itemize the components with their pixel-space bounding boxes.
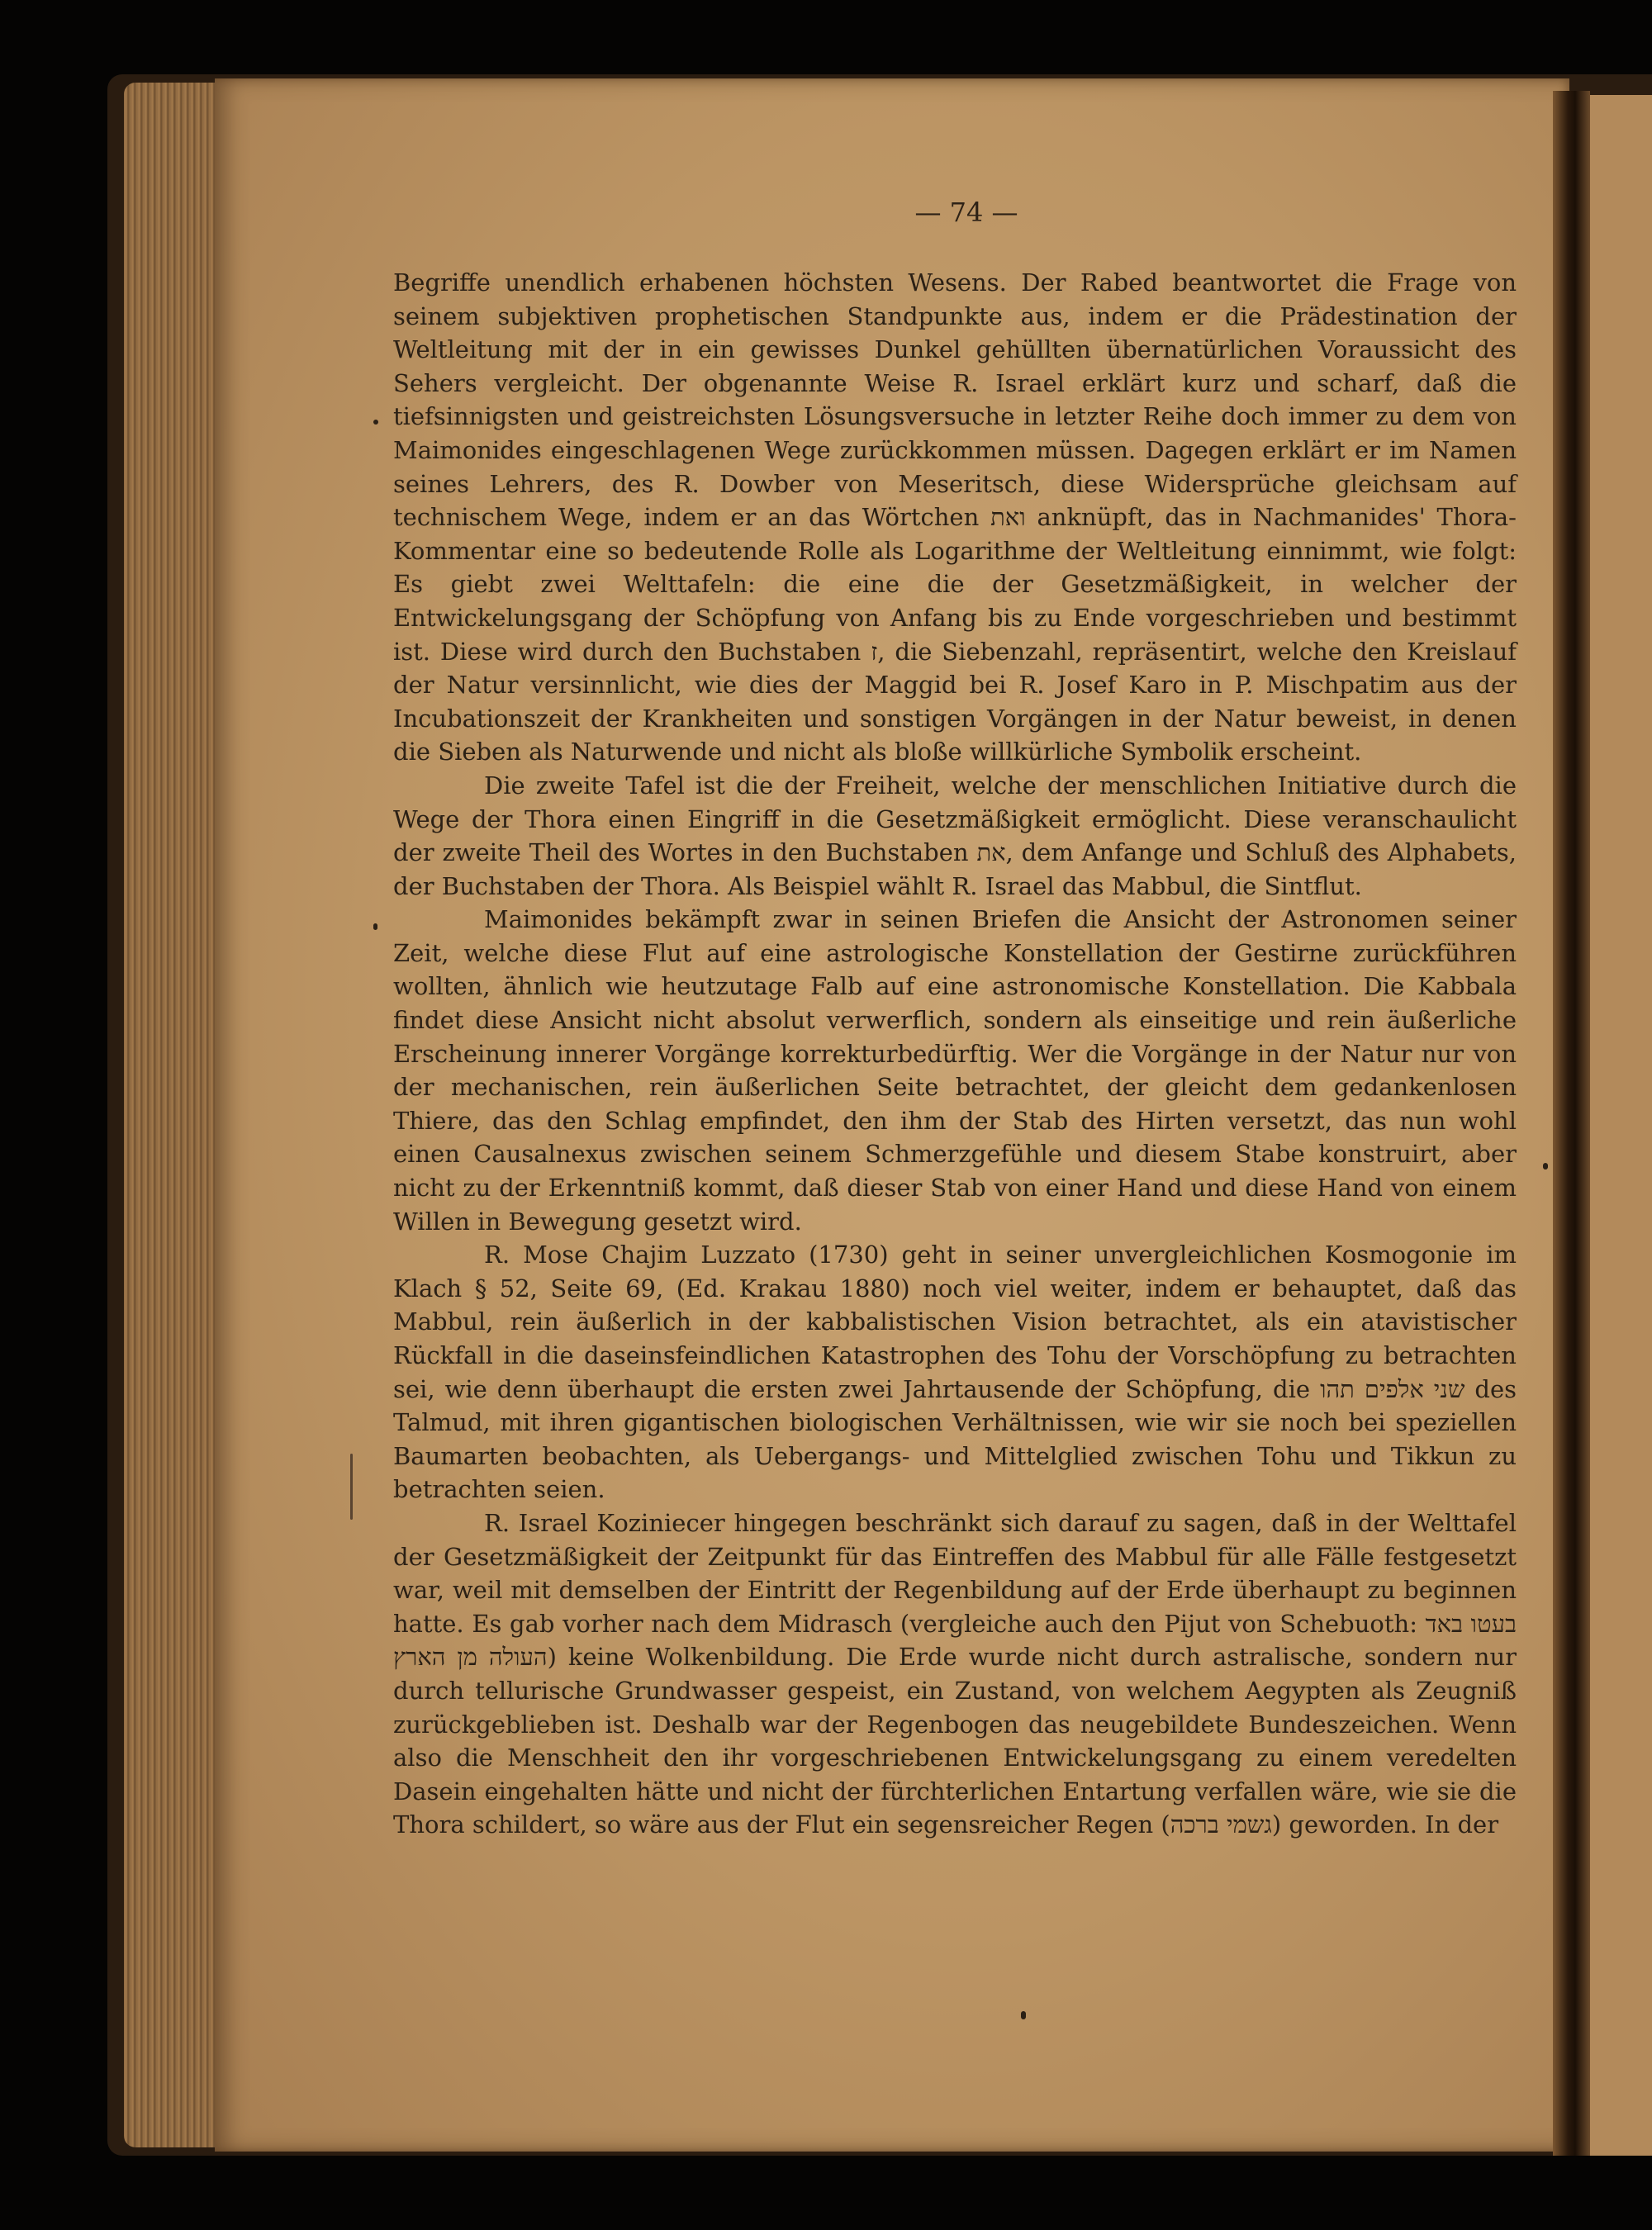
paragraph-4: R. Mose Chajim Luzzato (1730) geht in seiner unvergleichlichen Kosmogonie im Klach § 52, Seite 69, (Ed. Krakau 1880) noch viel weiter, indem er behauptet, daß das Mabbul, rein äußerlich in der kabbalistischen Vision betrachtet, als ein atavistischer Rückfall in die daseinsfeindlichen Katastrophen des Tohu der Vorschöpfung zu betrachten sei, wie denn überhaupt die ersten zwei Jahrtausende der Schöpfung, die שני אלפים תהו des Talmud, mit ihren gigantischen biologischen Verhältnissen, wie wir sie noch bei speziellen Baumarten beobachten, als Uebergangs- und Mittelglied zwischen Tohu und Tikkun zu betrachten seien. [393,1241,1517,1504]
facing-page-edge [1590,95,1652,2156]
paragraph-2: Die zweite Tafel ist die der Freiheit, welche der menschlichen Initiative durch die Wege der Thora einen Eingriff in die Gesetzmäßigkeit ermöglicht. Diese veranschaulicht der zweite Theil des Wortes in den Buchstaben את, dem Anfange und Schluß des Alphabets, der Buchstaben der Thora. Als Beispiel wählt R. Israel das Mabbul, die Sintflut. [393,771,1517,900]
margin-mark-left-2 [373,923,377,930]
margin-mark-right [1543,1163,1548,1170]
margin-mark-left [373,420,378,425]
page-edges [124,83,223,2147]
body-text [393,266,1517,1842]
margin-pencil-stroke [350,1454,353,1520]
paragraph-1: Begriffe unendlich erhabenen höchsten Wesens. Der Rabed beantwortet die Frage von seinem subjektiven prophetischen Standpunkte aus, indem er die Prädestination der Weltleitung mit der in ein gewisses Dunkel gehüllten übernatürlichen Voraussicht des Sehers vergleicht. Der obgenannte Weise R. Israel erklärt kurz und scharf, daß die tiefsinnigsten und geistreichsten Lösungsversuche in letzter Reihe doch immer zu dem von Maimonides eingeschlagenen Wege zurückkommen müssen. Dagegen erklärt er im Namen seines Lehrers, des R. Dowber von Meseritsch, diese Widersprüche gleichsam auf technischem Wege, indem er an das Wörtchen ואת anknüpft, das in Nachmanides' Thora-Kommentar eine so bedeutende Rolle als Logarithme der Weltleitung einnimmt, wie folgt: Es giebt zwei Welttafeln: die eine die der Gesetzmäßigkeit, in welcher der Entwickelungsgang der Schöpfung von Anfang bis zu Ende vorgeschrieben und bestimmt ist. Diese wird durch den Buchstaben ז, die Siebenzahl, repräsentirt, welche den Kreislauf der Natur versinnlicht, wie dies der Maggid bei R. Josef Karo in P. Mischpatim aus der Incubationszeit der Krankheiten und sonstigen Vorgängen in der Natur beweist, in denen die Sieben als Naturwende und nicht als bloße willkürliche Symbolik erscheint. [393,268,1517,766]
paragraph-5: R. Israel Koziniecer hingegen beschränkt sich darauf zu sagen, daß in der Welttafel der Gesetzmäßigkeit der Zeitpunkt für das Eintreffen des Mabbul für alle Fälle festgesetzt war, weil mit demselben der Eintritt der Regenbildung auf der Erde überhaupt zu beginnen hatte. Es gab vorher nach dem Midrasch (vergleiche auch den Pijut von Schebuoth: בעטו באד העולה מן הארץ) keine Wolkenbildung. Die Erde wurde nicht durch astralische, sondern nur durch tellurische Grundwasser gespeist, ein Zustand, von welchem Aegypten als Zeugniß zurückgeblieben ist. Deshalb war der Regenbogen das neugebildete Bundeszeichen. Wenn also die Menschheit den ihr vorgeschriebenen Entwickelungsgang zu einem veredelten Dasein eingehalten hätte und nicht der fürchterlichen Entartung verfallen wäre, wie sie die Thora schildert, so wäre aus der Flut ein segensreicher Regen (גשמי ברכה) geworden. In der [393,1508,1517,1839]
paragraph-3: Maimonides bekämpft zwar in seinen Briefen die Ansicht der Astronomen seiner Zeit, welche diese Flut auf eine astrologische Konstellation der Gestirne zurückführen wollten, ähnlich wie heutzutage Falb auf eine astronomische Konstellation. Die Kabbala findet diese Ansicht nicht absolut verwerflich, sondern als einseitige und rein äußerliche Erscheinung innerer Vorgänge korrekturbedürftig. Wer die Vorgänge in der Natur nur von der mechanischen, rein äußerlichen Seite betrachtet, der gleicht dem gedankenlosen Thiere, das den Schlag empfindet, den ihm der Stab des Hirten versetzt, das nun wohl einen Causalnexus zwischen seinem Schmerzgefühle und diesem Stabe konstruirt, aber nicht zu der Erkenntniß kommt, daß dieser Stab von einer Hand und diese Hand von einem Willen in Bewegung gesetzt wird. [393,905,1517,1236]
book-gutter [1553,91,1590,2156]
page-number: — 74 — [914,197,1018,228]
ink-dot [1021,2011,1026,2019]
